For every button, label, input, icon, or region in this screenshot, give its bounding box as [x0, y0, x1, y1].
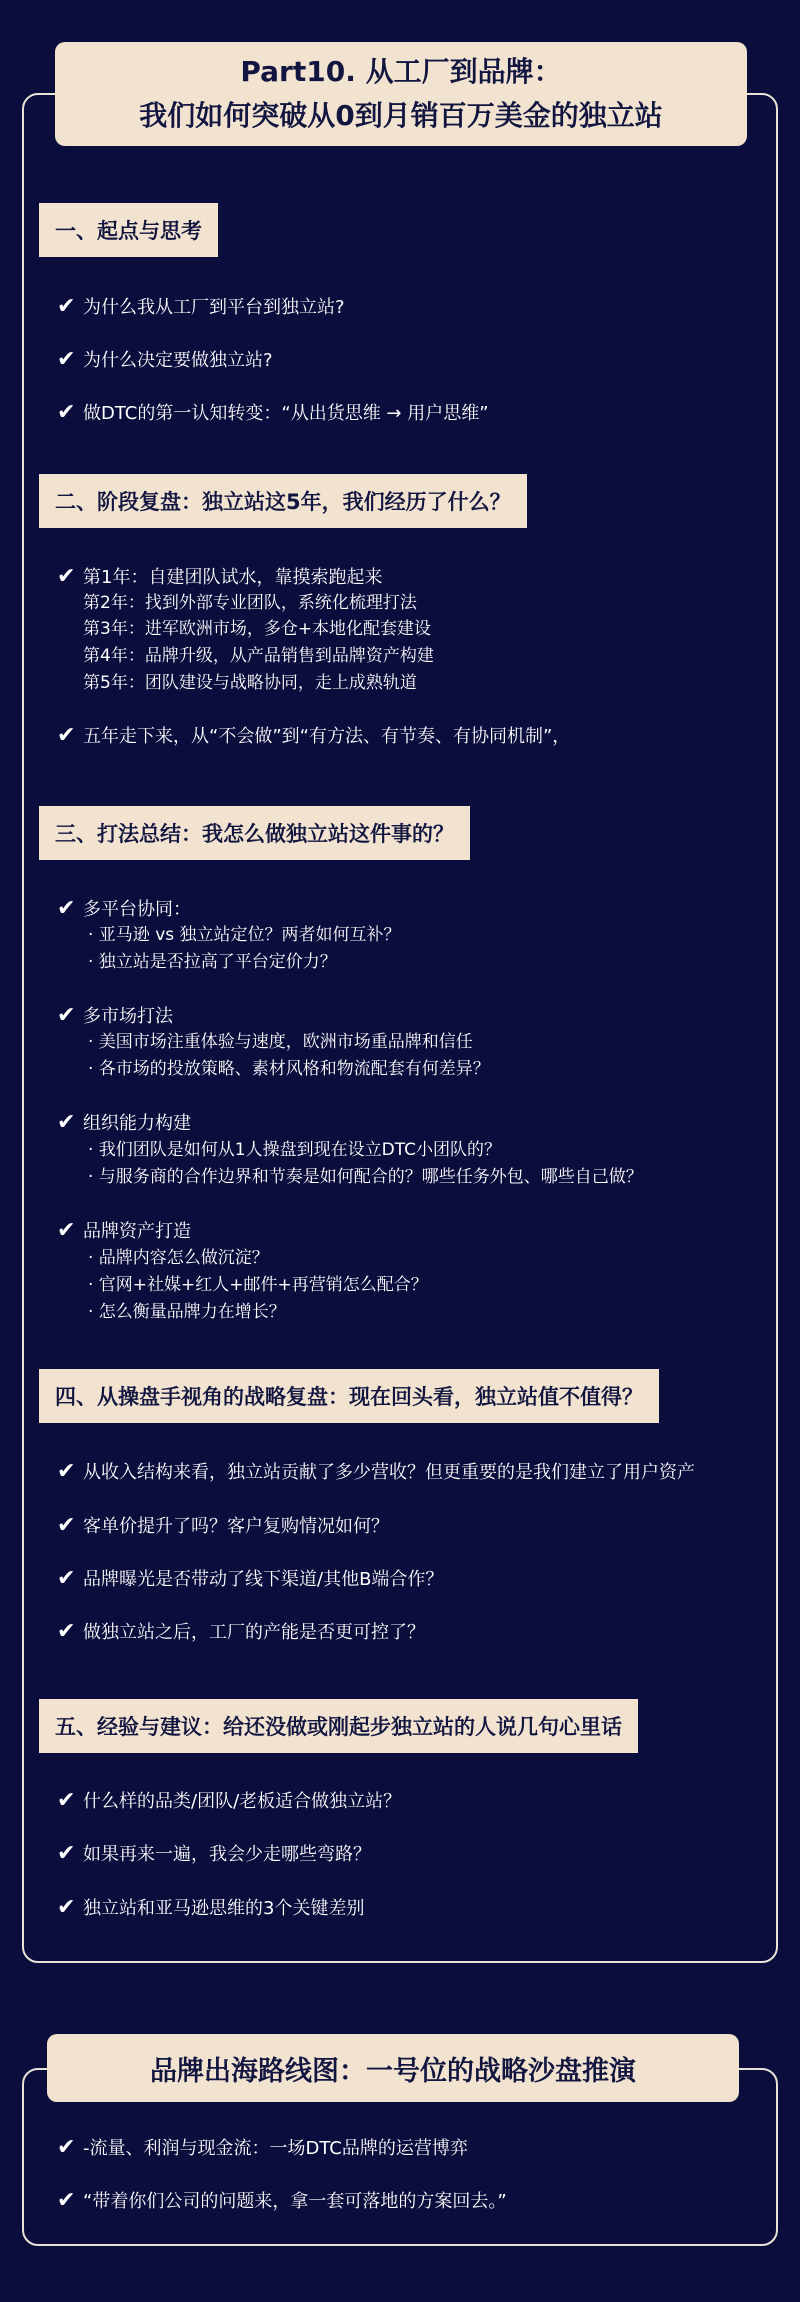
check-icon: ✔ [57, 723, 76, 748]
roadmap-title: 品牌出海路线图：一号位的战略沙盘推演 [47, 2034, 739, 2102]
list-item: ✔ “带着你们公司的问题来，拿一套可落地的方案回去。” [57, 2188, 507, 2213]
check-icon: ✔ [57, 1459, 76, 1484]
list-item: ✔ 做独立站之后，工厂的产能是否更可控了？ [57, 1619, 425, 1644]
check-icon: ✔ [57, 564, 76, 589]
group-title: ✔ 组织能力构建 [57, 1110, 191, 1135]
check-icon: ✔ [57, 1619, 76, 1644]
sub-item: · 亚马逊 vs 独立站定位？两者如何互补？ [88, 925, 401, 945]
page-title-line1: Part10. 从工厂到品牌： [240, 55, 562, 88]
section-heading-3: 三、打法总结：我怎么做独立站这件事的？ [39, 806, 470, 860]
year-item: 第2年：找到外部专业团队，系统化梳理打法 [83, 593, 417, 613]
list-item: ✔ 为什么决定要做独立站? [57, 347, 273, 372]
check-icon: ✔ [57, 2188, 76, 2213]
list-item: ✔ 第1年：自建团队试水，靠摸索跑起来 [57, 564, 383, 589]
check-icon: ✔ [57, 1003, 76, 1028]
section-heading-4: 四、从操盘手视角的战略复盘：现在回头看，独立站值不值得？ [39, 1369, 659, 1423]
list-item: ✔ 五年走下来，从“不会做”到“有方法、有节奏、有协同机制”， [57, 723, 571, 748]
sub-item: · 我们团队是如何从1人操盘到现在设立DTC小团队的？ [88, 1140, 501, 1160]
sub-item: · 独立站是否拉高了平台定价力？ [88, 952, 337, 972]
list-item: ✔ 什么样的品类/团队/老板适合做独立站？ [57, 1788, 402, 1813]
check-icon: ✔ [57, 1841, 76, 1866]
list-item: ✔ 做DTC的第一认知转变：“从出货思维 → 用户思维” [57, 400, 489, 425]
page-title-line2: 我们如何突破从0到月销百万美金的独立站 [139, 99, 663, 132]
sub-item: · 与服务商的合作边界和节奏是如何配合的？哪些任务外包、哪些自己做？ [88, 1167, 643, 1187]
list-item: ✔ 如果再来一遍，我会少走哪些弯路？ [57, 1841, 371, 1866]
list-item: ✔ 客单价提升了吗？客户复购情况如何？ [57, 1513, 389, 1538]
check-icon: ✔ [57, 896, 76, 921]
list-item: ✔ 品牌曝光是否带动了线下渠道/其他B端合作？ [57, 1566, 444, 1591]
sub-item: · 品牌内容怎么做沉淀？ [88, 1248, 269, 1268]
list-item: ✔ 从收入结构来看，独立站贡献了多少营收？但更重要的是我们建立了用户资产 [57, 1459, 695, 1484]
year-item: 第5年：团队建设与战略协同，走上成熟轨道 [83, 673, 417, 693]
check-icon: ✔ [57, 1110, 76, 1135]
check-icon: ✔ [57, 1895, 76, 1920]
group-title: ✔ 多市场打法 [57, 1003, 173, 1028]
sub-item: · 各市场的投放策略、素材风格和物流配套有何差异？ [88, 1059, 490, 1079]
sub-item: · 怎么衡量品牌力在增长？ [88, 1302, 286, 1322]
list-item: ✔ 独立站和亚马逊思维的3个关键差别 [57, 1895, 365, 1920]
section-heading-5: 五、经验与建议：给还没做或刚起步独立站的人说几句心里话 [39, 1699, 638, 1753]
year-item: 第3年：进军欧洲市场，多仓+本地化配套建设 [83, 619, 432, 639]
list-item: ✔ -流量、利润与现金流：一场DTC品牌的运营博弈 [57, 2135, 468, 2160]
year-item: 第4年：品牌升级，从产品销售到品牌资产构建 [83, 646, 434, 666]
check-icon: ✔ [57, 1218, 76, 1243]
group-title: ✔ 品牌资产打造 [57, 1218, 191, 1243]
page-title [55, 42, 747, 146]
check-icon: ✔ [57, 1513, 76, 1538]
check-icon: ✔ [57, 294, 76, 319]
section-heading-1: 一、起点与思考 [39, 203, 218, 257]
section-heading-2: 二、阶段复盘：独立站这5年，我们经历了什么？ [39, 474, 527, 528]
list-item: ✔ 为什么我从工厂到平台到独立站? [57, 294, 345, 319]
sub-item: · 官网+社媒+红人+邮件+再营销怎么配合？ [88, 1275, 428, 1295]
check-icon: ✔ [57, 1566, 76, 1591]
sub-item: · 美国市场注重体验与速度，欧洲市场重品牌和信任 [88, 1032, 473, 1052]
check-icon: ✔ [57, 1788, 76, 1813]
check-icon: ✔ [57, 400, 76, 425]
group-title: ✔ 多平台协同： [57, 896, 191, 921]
check-icon: ✔ [57, 2135, 76, 2160]
check-icon: ✔ [57, 347, 76, 372]
